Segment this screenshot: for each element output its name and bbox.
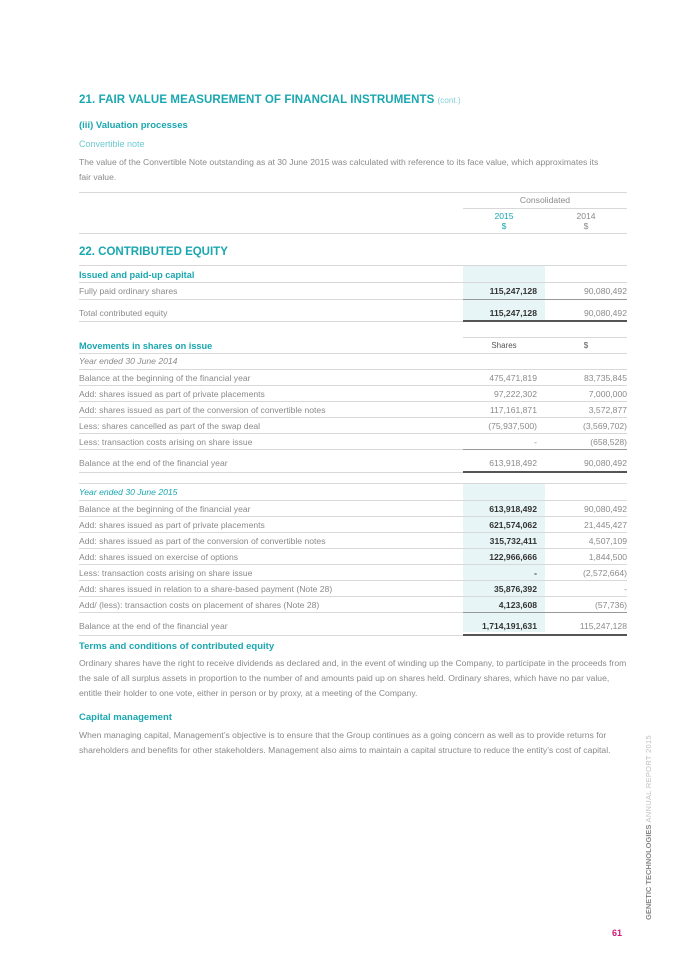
- rule: [79, 612, 463, 613]
- table-top-rule: [79, 192, 627, 193]
- table-row: [79, 501, 627, 517]
- shares-value: 4,123,608: [498, 600, 537, 610]
- shares-value: 122,966,666: [489, 552, 537, 562]
- section-22-title: 22. CONTRIBUTED EQUITY: [79, 246, 228, 258]
- dollars-column-header: $: [583, 341, 589, 350]
- table-row: [79, 517, 627, 533]
- dollars-value: (3,569,702): [583, 421, 627, 431]
- year-2014-label-row: [79, 353, 627, 369]
- value-2015: 115,247,128: [489, 308, 537, 318]
- table-row: [79, 283, 627, 299]
- movements-heading-row: [79, 338, 627, 354]
- unit-2014-header: $: [583, 221, 589, 231]
- shares-value: 35,876,392: [493, 584, 537, 594]
- consolidated-header: Consolidated: [519, 195, 571, 205]
- year-2015-label-row: [79, 484, 627, 500]
- dollars-value: 4,507,109: [588, 536, 627, 546]
- dollars-value: 21,445,427: [583, 520, 627, 530]
- shares-value: 315,732,411: [489, 536, 537, 546]
- dollars-total: 115,247,128: [579, 621, 627, 631]
- dollars-value: 83,735,845: [583, 373, 627, 383]
- table-row: [79, 597, 627, 613]
- side-running-footer: [644, 735, 653, 920]
- row-label: Less: transaction costs arising on share issue: [79, 437, 253, 447]
- table-row: [79, 402, 627, 418]
- row-label: Add: shares issued as part of private placements: [79, 520, 265, 530]
- row-label: Add/ (less): transaction costs on placement of shares (Note 28): [79, 600, 320, 610]
- issued-capital-heading: Issued and paid-up capital: [79, 270, 195, 280]
- brand-name: GENETIC TECHNOLOGIES: [644, 824, 653, 920]
- total-rule: [463, 471, 627, 473]
- rule: [79, 265, 627, 266]
- movements-heading: Movements in shares on issue: [79, 341, 213, 351]
- shares-total: 1,714,191,631: [482, 621, 537, 631]
- terms-paragraph: Ordinary shares have the right to receive dividends as declared and, in the event of winding up the Company, to participate in the proceeds from the sale of all surplus assets in proportion to the number of and amounts paid up on shares held. Ordinary shares, which have no par value, entitle their holder to one vote, either in person or by proxy, at a meeting of the Company.: [79, 658, 627, 698]
- dollars-value: (57,736): [594, 600, 627, 610]
- convertible-note-heading: Convertible note: [79, 139, 145, 149]
- dollars-total: 90,080,492: [583, 458, 627, 468]
- dollars-value: 7,000,000: [588, 389, 627, 399]
- dollars-value: (2,572,664): [583, 568, 627, 578]
- rule: [79, 299, 463, 300]
- report-name: ANNUAL REPORT 2015: [644, 735, 653, 823]
- page-number: 61: [612, 928, 623, 938]
- shares-value: 613,918,492: [489, 504, 537, 514]
- dollars-value: 3,572,877: [588, 405, 627, 415]
- table-row-total: [79, 455, 627, 471]
- table-row: [79, 418, 627, 434]
- shares-value: -: [534, 437, 537, 447]
- rule: [79, 321, 463, 322]
- table-row: [79, 434, 627, 450]
- row-label: Balance at the beginning of the financial year: [79, 504, 251, 514]
- dollars-value: -: [624, 584, 627, 594]
- dollars-value: 90,080,492: [583, 504, 627, 514]
- table-row: [79, 533, 627, 549]
- year-2015-label: Year ended 30 June 2015: [79, 487, 178, 497]
- row-label: Balance at the beginning of the financial year: [79, 373, 251, 383]
- capital-management-heading: Capital management: [79, 712, 172, 723]
- shares-total: 613,918,492: [489, 458, 537, 468]
- issued-capital-heading-row: [79, 267, 627, 283]
- row-label: Fully paid ordinary shares: [79, 286, 178, 296]
- table-row: [79, 565, 627, 581]
- year-2014-label: Year ended 30 June 2014: [79, 356, 178, 366]
- table-row: [79, 370, 627, 386]
- section-21-title: 21. FAIR VALUE MEASUREMENT OF FINANCIAL INSTRUMENTS: [79, 94, 435, 106]
- rule: [79, 449, 463, 450]
- shares-value: 475,471,819: [489, 373, 537, 383]
- rule: [79, 472, 463, 473]
- shares-value: 621,574,062: [489, 520, 537, 530]
- total-rule: [463, 634, 627, 636]
- continued-label: (cont.): [437, 96, 461, 105]
- row-label: Total contributed equity: [79, 308, 168, 318]
- terms-heading: Terms and conditions of contributed equity: [79, 641, 275, 652]
- table-row: [79, 549, 627, 565]
- subtotal-rule: [463, 612, 627, 613]
- rule: [79, 635, 463, 636]
- row-label: Add: shares issued as part of the conversion of convertible notes: [79, 405, 326, 415]
- capital-management-paragraph: When managing capital, Management’s objective is to ensure that the Group continues as a going concern as well as to provide returns for shareholders and benefits for other stakeholders. Management also aims to maintain a capital structure to reduce the entity’s cost of capital.: [79, 730, 611, 755]
- table-row: [79, 386, 627, 402]
- row-label: Less: transaction costs arising on share issue: [79, 568, 253, 578]
- year-2014-header: 2014: [576, 211, 596, 221]
- row-label: Add: shares issued as part of private placements: [79, 389, 265, 399]
- subtotal-rule: [463, 449, 627, 450]
- convertible-note-paragraph: The value of the Convertible Note outstanding as at 30 June 2015 was calculated with reference to its face value, which approximates its fair value.: [79, 157, 599, 182]
- value-2014: 90,080,492: [583, 286, 627, 296]
- value-2015: 115,247,128: [489, 286, 537, 296]
- table-row: [79, 581, 627, 597]
- shares-value: 117,161,871: [489, 405, 537, 415]
- unit-2015-header: $: [501, 221, 507, 231]
- consolidated-underline: [463, 208, 627, 209]
- subtotal-rule: [463, 299, 627, 300]
- row-label: Balance at the end of the financial year: [79, 621, 228, 631]
- dollars-value: (658,528): [590, 437, 627, 447]
- row-label: Add: shares issued on exercise of options: [79, 552, 239, 562]
- table-header-bottom-rule: [79, 233, 627, 234]
- year-2015-header: 2015: [494, 211, 514, 221]
- row-label: Add: shares issued in relation to a share-based payment (Note 28): [79, 584, 333, 594]
- row-label: Less: shares cancelled as part of the swap deal: [79, 421, 261, 431]
- table-row-total: [79, 618, 627, 634]
- row-label: Balance at the end of the financial year: [79, 458, 228, 468]
- row-label: Add: shares issued as part of the conversion of convertible notes: [79, 536, 326, 546]
- shares-column-header: Shares: [491, 341, 517, 350]
- shares-value: (75,937,500): [488, 421, 537, 431]
- shares-value: 97,222,302: [493, 389, 537, 399]
- section-21-heading: [79, 94, 461, 106]
- valuation-processes-heading: (iii) Valuation processes: [79, 120, 188, 131]
- value-2014: 90,080,492: [583, 308, 627, 318]
- shares-value: -: [534, 568, 537, 578]
- table-row-total: [79, 305, 627, 321]
- dollars-value: 1,844,500: [588, 552, 627, 562]
- total-rule: [463, 320, 627, 322]
